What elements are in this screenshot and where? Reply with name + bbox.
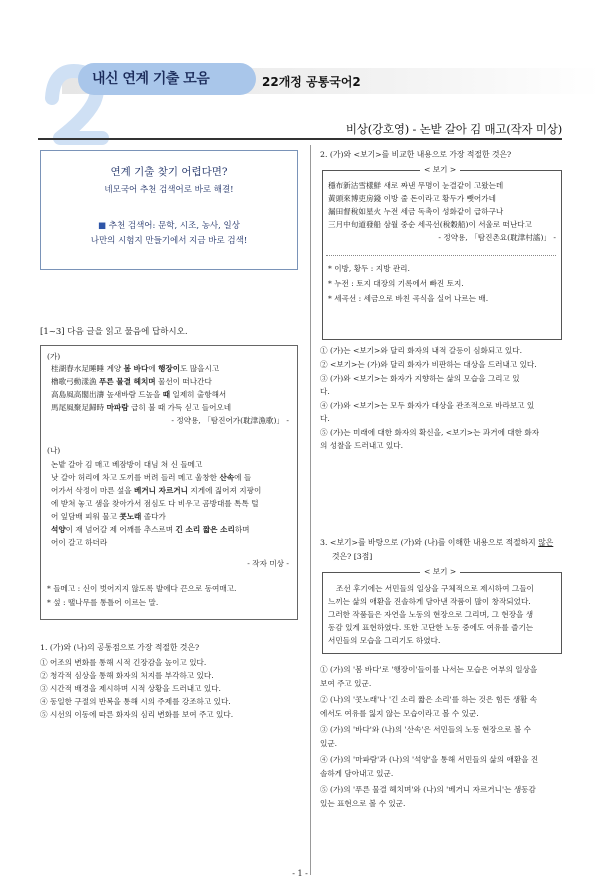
question-3-option-2-cont: 에서도 여유를 잃지 않는 모습이라고 볼 수 있군.	[320, 709, 479, 718]
ad-heading: 연계 기출 찾기 어렵다면?	[110, 166, 228, 178]
column-divider	[310, 145, 311, 875]
question-2-option-4-cont: 다.	[320, 414, 330, 423]
question-3-option-4-cont: 솔하게 담아내고 있군.	[320, 769, 394, 778]
search-recommendation-box	[40, 150, 298, 270]
passage-ga-source: - 정약용, 「탐진어가(耽津漁歌)」 -	[171, 416, 289, 425]
question-2-bogi-label: < 보기 >	[420, 164, 460, 175]
question-3-option-3-cont: 있군.	[320, 739, 338, 748]
bogi-2-source: - 정약용, 「탐진촌요(耽津村謠)」 -	[438, 233, 556, 242]
passage-ga-line-4: 馬尾風聚足歸時 마파람 급히 불 때 가득 싣고 들어오네	[51, 403, 232, 412]
bogi-3-line-2: 느끼는 삶의 애환을 진솔하게 담아낸 작품이 많이 창작되었다.	[328, 597, 531, 606]
bogi-2-line-3: 漏田督稅如星火 누전 세금 독촉이 성화같이 급하구나	[328, 207, 504, 216]
question-3-option-1[interactable]: ① (가)의 '봄 바다'로 '행장이'들이를 나서는 모습은 어부의 일상을	[320, 665, 538, 674]
question-1-option-1[interactable]: ① 어조의 변화를 통해 시적 긴장감을 높이고 있다.	[40, 658, 207, 667]
question-3-stem-cont: 것은? [3점]	[332, 552, 373, 561]
bogi-3-line-3: 그러한 작품들은 자연을 노동의 현장으로 그리며, 그 현장을 생	[328, 610, 534, 619]
question-2-option-5-cont: 의 성찰을 드러내고 있다.	[320, 441, 404, 450]
bogi-2-line-4: 三月中旬道發船 삼월 중순 세곡선(稅穀船)이 서울로 떠난다고	[328, 220, 532, 229]
ad-subheading: 네모국어 추천 검색어로 바로 해결!	[104, 185, 234, 195]
square-bullet-icon: ■	[98, 221, 107, 231]
passage-na-line-7: 어이 갈고 하더라	[51, 538, 108, 547]
passage-na-line-3: 어가서 삭정이 마른 섶을 베거니 자르거니 지게에 짊어져 지팡이	[51, 486, 262, 495]
question-3-option-4[interactable]: ④ (가)의 '마파람'과 (나)의 '석양'을 통해 서민들의 삶의 애환을 진	[320, 755, 539, 764]
passage-ga-line-3: 高島風高閣出濤 높새바람 드높을 때 일제히 출항해서	[51, 390, 227, 399]
question-2-stem: 2. (가)와 <보기>를 비교한 내용으로 가장 적절한 것은?	[320, 150, 512, 159]
bogi-2-note-1: * 이방, 황두 : 지방 관리.	[328, 264, 410, 273]
question-1-option-2[interactable]: ② 청각적 심상을 통해 화자의 처지를 부각하고 있다.	[40, 671, 214, 680]
question-2-option-5[interactable]: ⑤ (가)는 미래에 대한 화자의 확신을, <보기>는 과거에 대한 화자	[320, 428, 540, 437]
bogi-2-dotted-divider	[326, 255, 556, 256]
passage-na-line-4: 에 받쳐 놓고 샘을 찾아가서 점심도 다 비우고 곰방대를 톡톡 털	[51, 499, 259, 508]
question-3-option-1-cont: 보여 주고 있군.	[320, 679, 372, 688]
question-3-option-3[interactable]: ③ (가)의 '바다'와 (나)의 '산속'은 서민들의 노동 현장으로 볼 수	[320, 725, 531, 734]
passage-ga-line-1: 桂湖舂水足睡睡 계양 봄 바다에 행장이도 많을시고	[51, 364, 220, 373]
question-1-option-3[interactable]: ③ 시간적 배경을 제시하며 시적 상황을 드러내고 있다.	[40, 684, 221, 693]
passage-ga-label: (가)	[47, 352, 61, 361]
bogi-2-line-2: 黃頭來博吏房錢 이방 줄 돈이라고 황두가 뺏어가네	[328, 194, 496, 203]
ad-keywords: ■ 추천 검색어: 문학, 시조, 농사, 일상	[98, 221, 240, 231]
footnote-2: * 섶 : 땔나무를 통틀어 이르는 말.	[47, 598, 159, 607]
instruction: [1~3] 다음 글을 읽고 물음에 답하시오.	[40, 327, 188, 337]
passage-na-source: - 작자 미상 -	[247, 559, 289, 568]
bogi-3-line-5: 서민들의 모습을 그리기도 하였다.	[328, 636, 441, 645]
question-3-option-5-cont: 있는 표현으로 볼 수 있군.	[320, 799, 406, 808]
question-2-option-2[interactable]: ② <보기>는 (가)와 달리 화자가 비판하는 대상을 드러내고 있다.	[320, 360, 537, 369]
question-3-bogi-label: < 보기 >	[420, 566, 460, 577]
bogi-2-note-3: * 세곡선 : 세금으로 바친 곡식을 실어 나르는 배.	[328, 294, 489, 303]
passage-na-line-1: 논밭 갈아 김 매고 베잠방이 대님 쳐 신 들메고	[51, 460, 203, 469]
question-1-stem: 1. (가)와 (나)의 공통점으로 가장 적절한 것은?	[40, 643, 200, 652]
ad-call-to-action: 나만의 시험지 만들기에서 지금 바로 검색!	[90, 236, 248, 246]
header-badge-text: 내신 연계 기출 모음	[92, 71, 210, 87]
footnote-1: * 들메고 : 신이 벗어지지 않도록 발에다 끈으로 동여매고.	[47, 584, 237, 593]
passage-na-line-6: 석양이 재 넘어갈 제 어깨를 추스르며 긴 소리 짧은 소리하며	[51, 525, 250, 534]
question-3-option-2[interactable]: ② (나)의 '콧노래'나 '긴 소리 짧은 소리'를 하는 것은 힘든 생활 속	[320, 695, 538, 704]
question-1-option-4[interactable]: ④ 동일한 구절의 반복을 통해 시의 주제를 강조하고 있다.	[40, 697, 231, 706]
bogi-3-line-4: 동감 있게 표현하였다. 또한 고단한 노동 중에도 여유를 즐기는	[328, 623, 534, 632]
document-title: 비상(강호영) - 논밭 갈아 김 매고(작자 미상)	[345, 122, 562, 136]
passage-na-line-2: 낫 갈아 허리에 차고 도끼를 버려 들러 메고 울창한 산속에 들	[51, 473, 252, 482]
title-rule	[38, 138, 562, 140]
bogi-3-line-1: 조선 후기에는 서민들의 일상을 구체적으로 제시하여 그들이	[336, 584, 534, 593]
question-3-option-5[interactable]: ⑤ (가)의 '푸른 물결 헤치며'와 (나)의 '베거니 자르거니'는 생동감	[320, 785, 536, 794]
page-number: - 1 -	[292, 869, 308, 878]
header-subject: 22개정 공통국어2	[262, 75, 361, 89]
passage-na-label: (나)	[47, 446, 61, 455]
passage-box	[40, 345, 298, 620]
passage-ga-line-2: 櫓歌弓動漾漁 푸른 물결 헤치며 물선이 떠나간다	[51, 377, 212, 386]
question-2-option-4[interactable]: ④ (가)와 <보기>는 모두 화자가 대상을 관조적으로 바라보고 있	[320, 401, 535, 410]
bogi-2-line-1: 穩布新沽雪樣鮮 새로 짜낸 무명이 눈결같이 고왔는데	[328, 181, 504, 190]
question-2-option-3-cont: 다.	[320, 387, 330, 396]
passage-na-line-5: 어 잎담배 피워 물고 콧노래 졸다가	[51, 512, 166, 521]
question-2-option-3[interactable]: ③ (가)와 <보기>는 화자가 지향하는 삶의 모습을 그리고 있	[320, 374, 520, 383]
question-3-stem: 3. <보기>를 바탕으로 (가)와 (나)를 이해한 내용으로 적절하지 않은	[320, 538, 554, 547]
bogi-2-note-2: * 누전 : 토지 대장의 기록에서 빠진 토지.	[328, 279, 464, 288]
question-2-option-1[interactable]: ① (가)는 <보기>와 달리 화자의 내적 갈등이 심화되고 있다.	[320, 346, 523, 355]
question-1-option-5[interactable]: ⑤ 시선의 이동에 따른 화자의 심리 변화를 보여 주고 있다.	[40, 710, 234, 719]
